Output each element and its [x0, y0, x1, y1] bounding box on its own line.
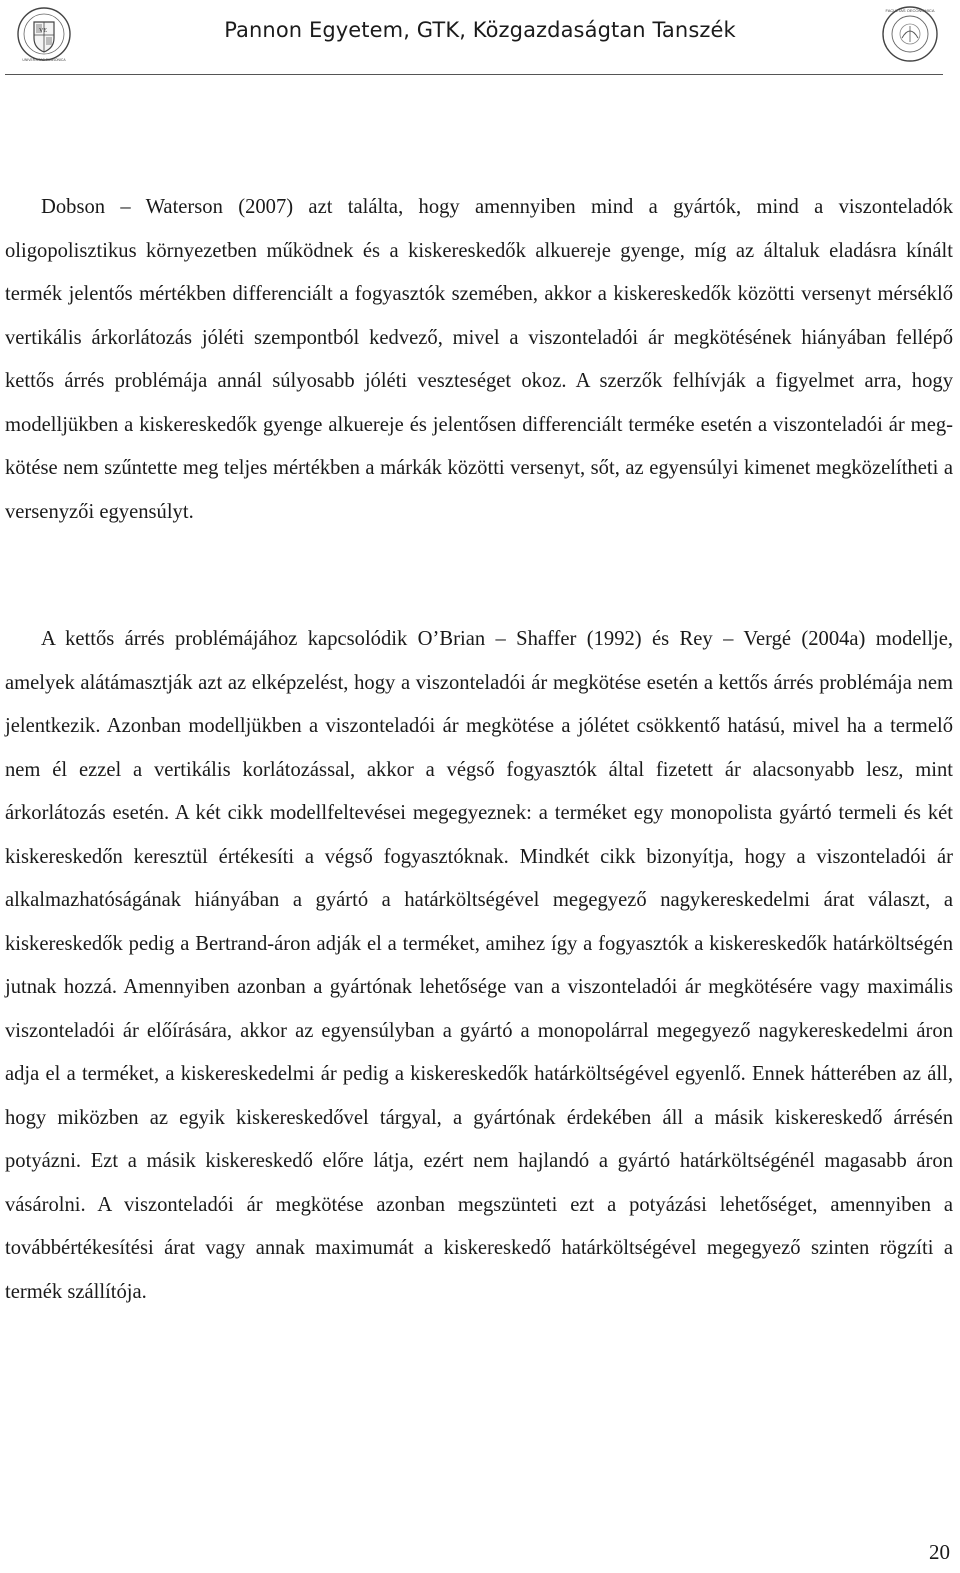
seal-ring-text: FACULTAS OECONOMICA: [885, 8, 935, 13]
faculty-seal-icon: [880, 4, 940, 69]
crest-letters: VE: [39, 28, 47, 34]
header-divider: [5, 74, 943, 75]
page-number: 20: [929, 1540, 950, 1564]
header-title: Pannon Egyetem, GTK, Közgazdaságtan Tanszék: [224, 18, 736, 42]
paragraph: A kettős árrés problémájához kapcsolódik O’Brian – Shaffer (1992) és Rey – Vergé (2004a) modellje, amelyek alátámasztják azt az elképzelést, hogy a viszonteladói ár megkötése esetén a kettős árrés problémája nem jelentkezik. Azonban modelljükben a viszonteladói ár megkötése a jólétet csökkentő hatású, mivel ha a termelő nem él ezzel a vertikális korlátozással, akkor a végső fogyasztók által fizetett ár alacsonyabb lesz, mint árkorlátozás esetén. A két cikk modellfeltevései megegyeznek: a terméket egy monopolista gyártó termeli és két kiskereskedőn keresztül értékesíti a végső fogyasztóknak. Mindkét cikk bizonyítja, hogy a viszonteladói ár alkalmazhatóságának hiányában a gyártó a határköltségével megegyező nagykereskedelmi árat választ, a kiskereskedők pedig a Bertrand-áron adják el a terméket, amihez így a fogyasztók a kiskereskedők határköltségén jutnak hozzá. Amennyiben azonban a gyártónak lehetősége van a viszonteladói ár megkötésére vagy maximális viszonteladói ár előírására, akkor az egyensúlyban a gyártó a monopolárral megegyező nagykereskedelmi áron adja el a terméket, a kiskereskedelmi ár pedig a kiskereskedők határköltségével egyenlő. Ennek hátterében az áll, hogy miközben az egyik kiskereskedővel tárgyal, a gyártónak érdekében áll a másik kiskereskedő árrésén potyázni. Ezt a másik kiskereskedő előre látja, ezért nem hajlandó a gyártó határköltségénél magasabb áron vásárolni. A viszonteladói ár megkötése azonban megszünteti ezt a potyázási lehetőséget, amennyiben a továbbértékesítési árat vagy annak maximumát a kiskereskedő határköltségével megegyező szinten rögzíti a termék szállítója.: [5, 628, 953, 1303]
crest-ring-text: UNIVERSITAS PANNONICA: [22, 58, 66, 62]
paragraph: Dobson – Waterson (2007) azt találta, hogy amennyiben mind a gyártók, mind a viszonteladók oligopolisztikus környezetben működnek és a kiskereskedők alkuereje gyenge, míg az általuk eladásra kínált termék jelentős mértékben differenciált a fogyasztók szemében, akkor a kiskereskedők közötti versenyt mérséklő vertikális árkorlátozás jóléti szempontból kedvező, mivel a viszonteladói ár megkötésének hiányában fellépő kettős árrés problémája annál súlyosabb jóléti veszteséget okoz. A szerzők felhívják a figyelmet arra, hogy modelljükben a kiskereskedők gyenge alkuereje és jelentősen differenciált terméke esetén a viszonteladói ár megkötése nem szűntette meg teljes mértékben a márkák közötti versenyt, sőt, az egyensúlyi kimenet megközelítheti a versenyzői egyensúlyt.: [5, 196, 953, 523]
page-header: [0, 0, 960, 80]
